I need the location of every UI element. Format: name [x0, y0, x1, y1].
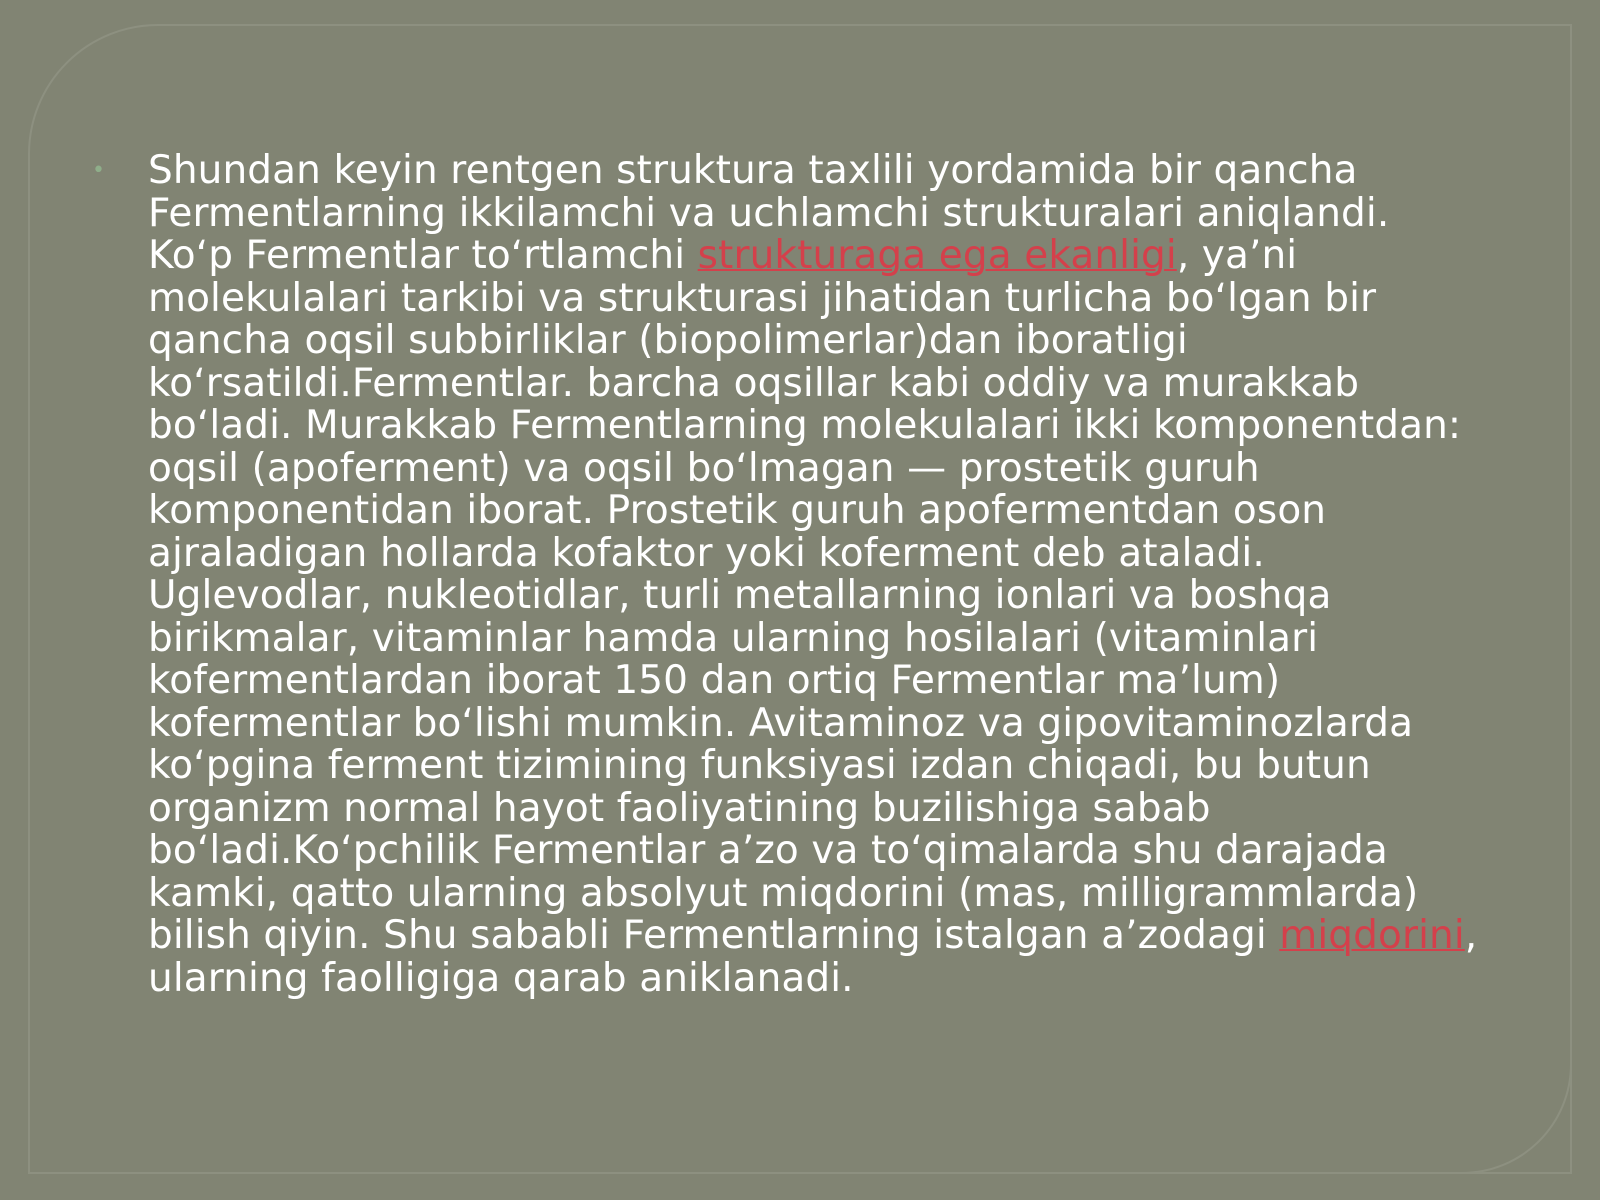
- paragraph-text-2: , yaʼni molekulalari tarkibi va strukturasi jihatidan turlicha boʻlgan bir qancha oqsil subbirliklar (biopolimerlar)dan iboratligi koʻrsatildi.Fermentlar. barcha oqsillar kabi oddiy va murakkab boʻladi. Murakkab Fermentlarning molekulalari ikki komponentdan: oqsil (apoferment) va oqsil boʻlmagan — prostetik guruh komponentidan iborat. Prostetik guruh apofermentdan oson ajraladigan hollarda kofaktor yoki koferment deb ataladi. Uglevodlar, nukleotidlar, turli metallarning ionlari va boshqa birikmalar, vitaminlar hamda ularning hosilalari (vitaminlari kofermentlardan iborat 150 dan ortiq Fermentlar maʼlum) kofermentlar boʻlishi mumkin. Avitaminoz va gipovitaminozlarda koʻpgina ferment tizimining funksiyasi izdan chiqadi, bu butun organizm normal hayot faoliyatining buzilishiga sabab boʻladi.Koʻpchilik Fermentlar aʼzo va toʻqimalarda shu darajada kamki, qatto ularning absolyut miqdorini (mas, milligrammlarda) bilish qiyin. Shu sababli Fermentlarning istalgan aʼzodagi: [148, 233, 1462, 958]
- content-area: [92, 150, 1482, 1000]
- link-miqdorini[interactable]: miqdorini: [1279, 913, 1465, 958]
- paragraph-text-1: Shundan keyin rentgen struktura taxlili yordamida bir qancha Fermentlarning ikkilamchi va uchlamchi strukturalari aniqlandi. Koʻp Fermentlar toʻrtlamchi: [148, 148, 1390, 278]
- body-paragraph: [148, 150, 1482, 1000]
- bullet-icon: •: [92, 158, 105, 183]
- bullet-item: [92, 150, 1482, 1000]
- link-strukturaga-ega-ekanligi[interactable]: strukturaga ega ekanligi: [697, 233, 1177, 278]
- paragraph-text-3: , ularning faolligiga qarab aniklanadi.: [148, 913, 1478, 1001]
